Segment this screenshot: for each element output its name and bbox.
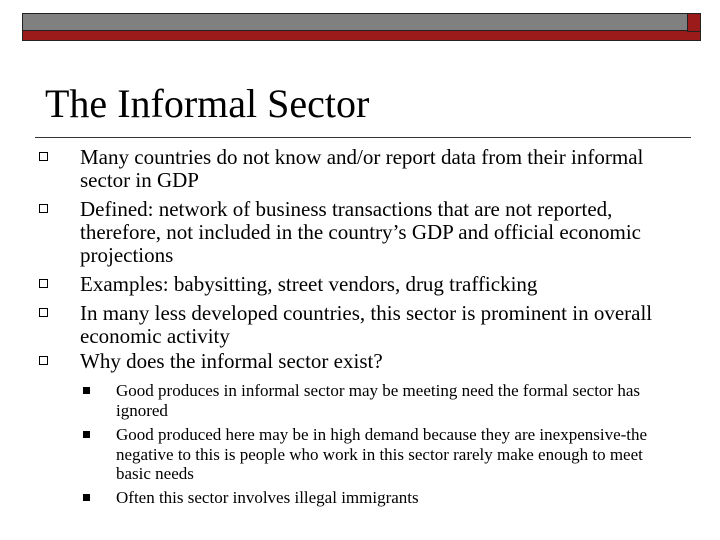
sub-bullet-item xyxy=(116,425,676,484)
hollow-square-icon xyxy=(39,152,48,161)
filled-square-icon xyxy=(83,431,90,438)
slide-title: The Informal Sector xyxy=(45,81,370,126)
bullet-text: Why does the informal sector exist? xyxy=(80,349,383,373)
filled-square-icon xyxy=(83,494,90,501)
bullet-text: In many less developed countries, this sector is prominent in overall economic activity xyxy=(80,301,653,348)
filled-square-icon xyxy=(83,387,90,394)
sub-bullet-item xyxy=(116,381,676,420)
bullet-text: Defined: network of business transactions that are not reported, therefore, not included in the country’s GDP and official economic projections xyxy=(80,197,642,267)
bullet-item xyxy=(80,146,680,192)
bullet-item xyxy=(80,302,680,348)
hollow-square-icon xyxy=(39,308,48,317)
sub-bullet-text: Often this sector involves illegal immigrants xyxy=(116,488,419,507)
sub-bullet-text: Good produces in informal sector may be meeting need the formal sector has ignored xyxy=(116,381,640,420)
sub-bullet-item xyxy=(116,488,676,508)
bullet-text: Many countries do not know and/or report data from their informal sector in GDP xyxy=(80,145,644,192)
hollow-square-icon xyxy=(39,356,48,365)
header-bar-red xyxy=(22,30,701,41)
hollow-square-icon xyxy=(39,279,48,288)
bullet-text: Examples: babysitting, street vendors, drug trafficking xyxy=(80,272,538,296)
bullet-item xyxy=(80,350,680,373)
hollow-square-icon xyxy=(39,204,48,213)
sub-bullet-text: Good produced here may be in high demand because they are inexpensive-the negative to this is people who work in this sector rarely make enough to meet basic needs xyxy=(116,425,648,483)
bullet-item xyxy=(80,273,680,296)
bullet-item xyxy=(80,198,680,267)
title-divider xyxy=(35,137,691,138)
header-corner-square xyxy=(687,13,701,32)
